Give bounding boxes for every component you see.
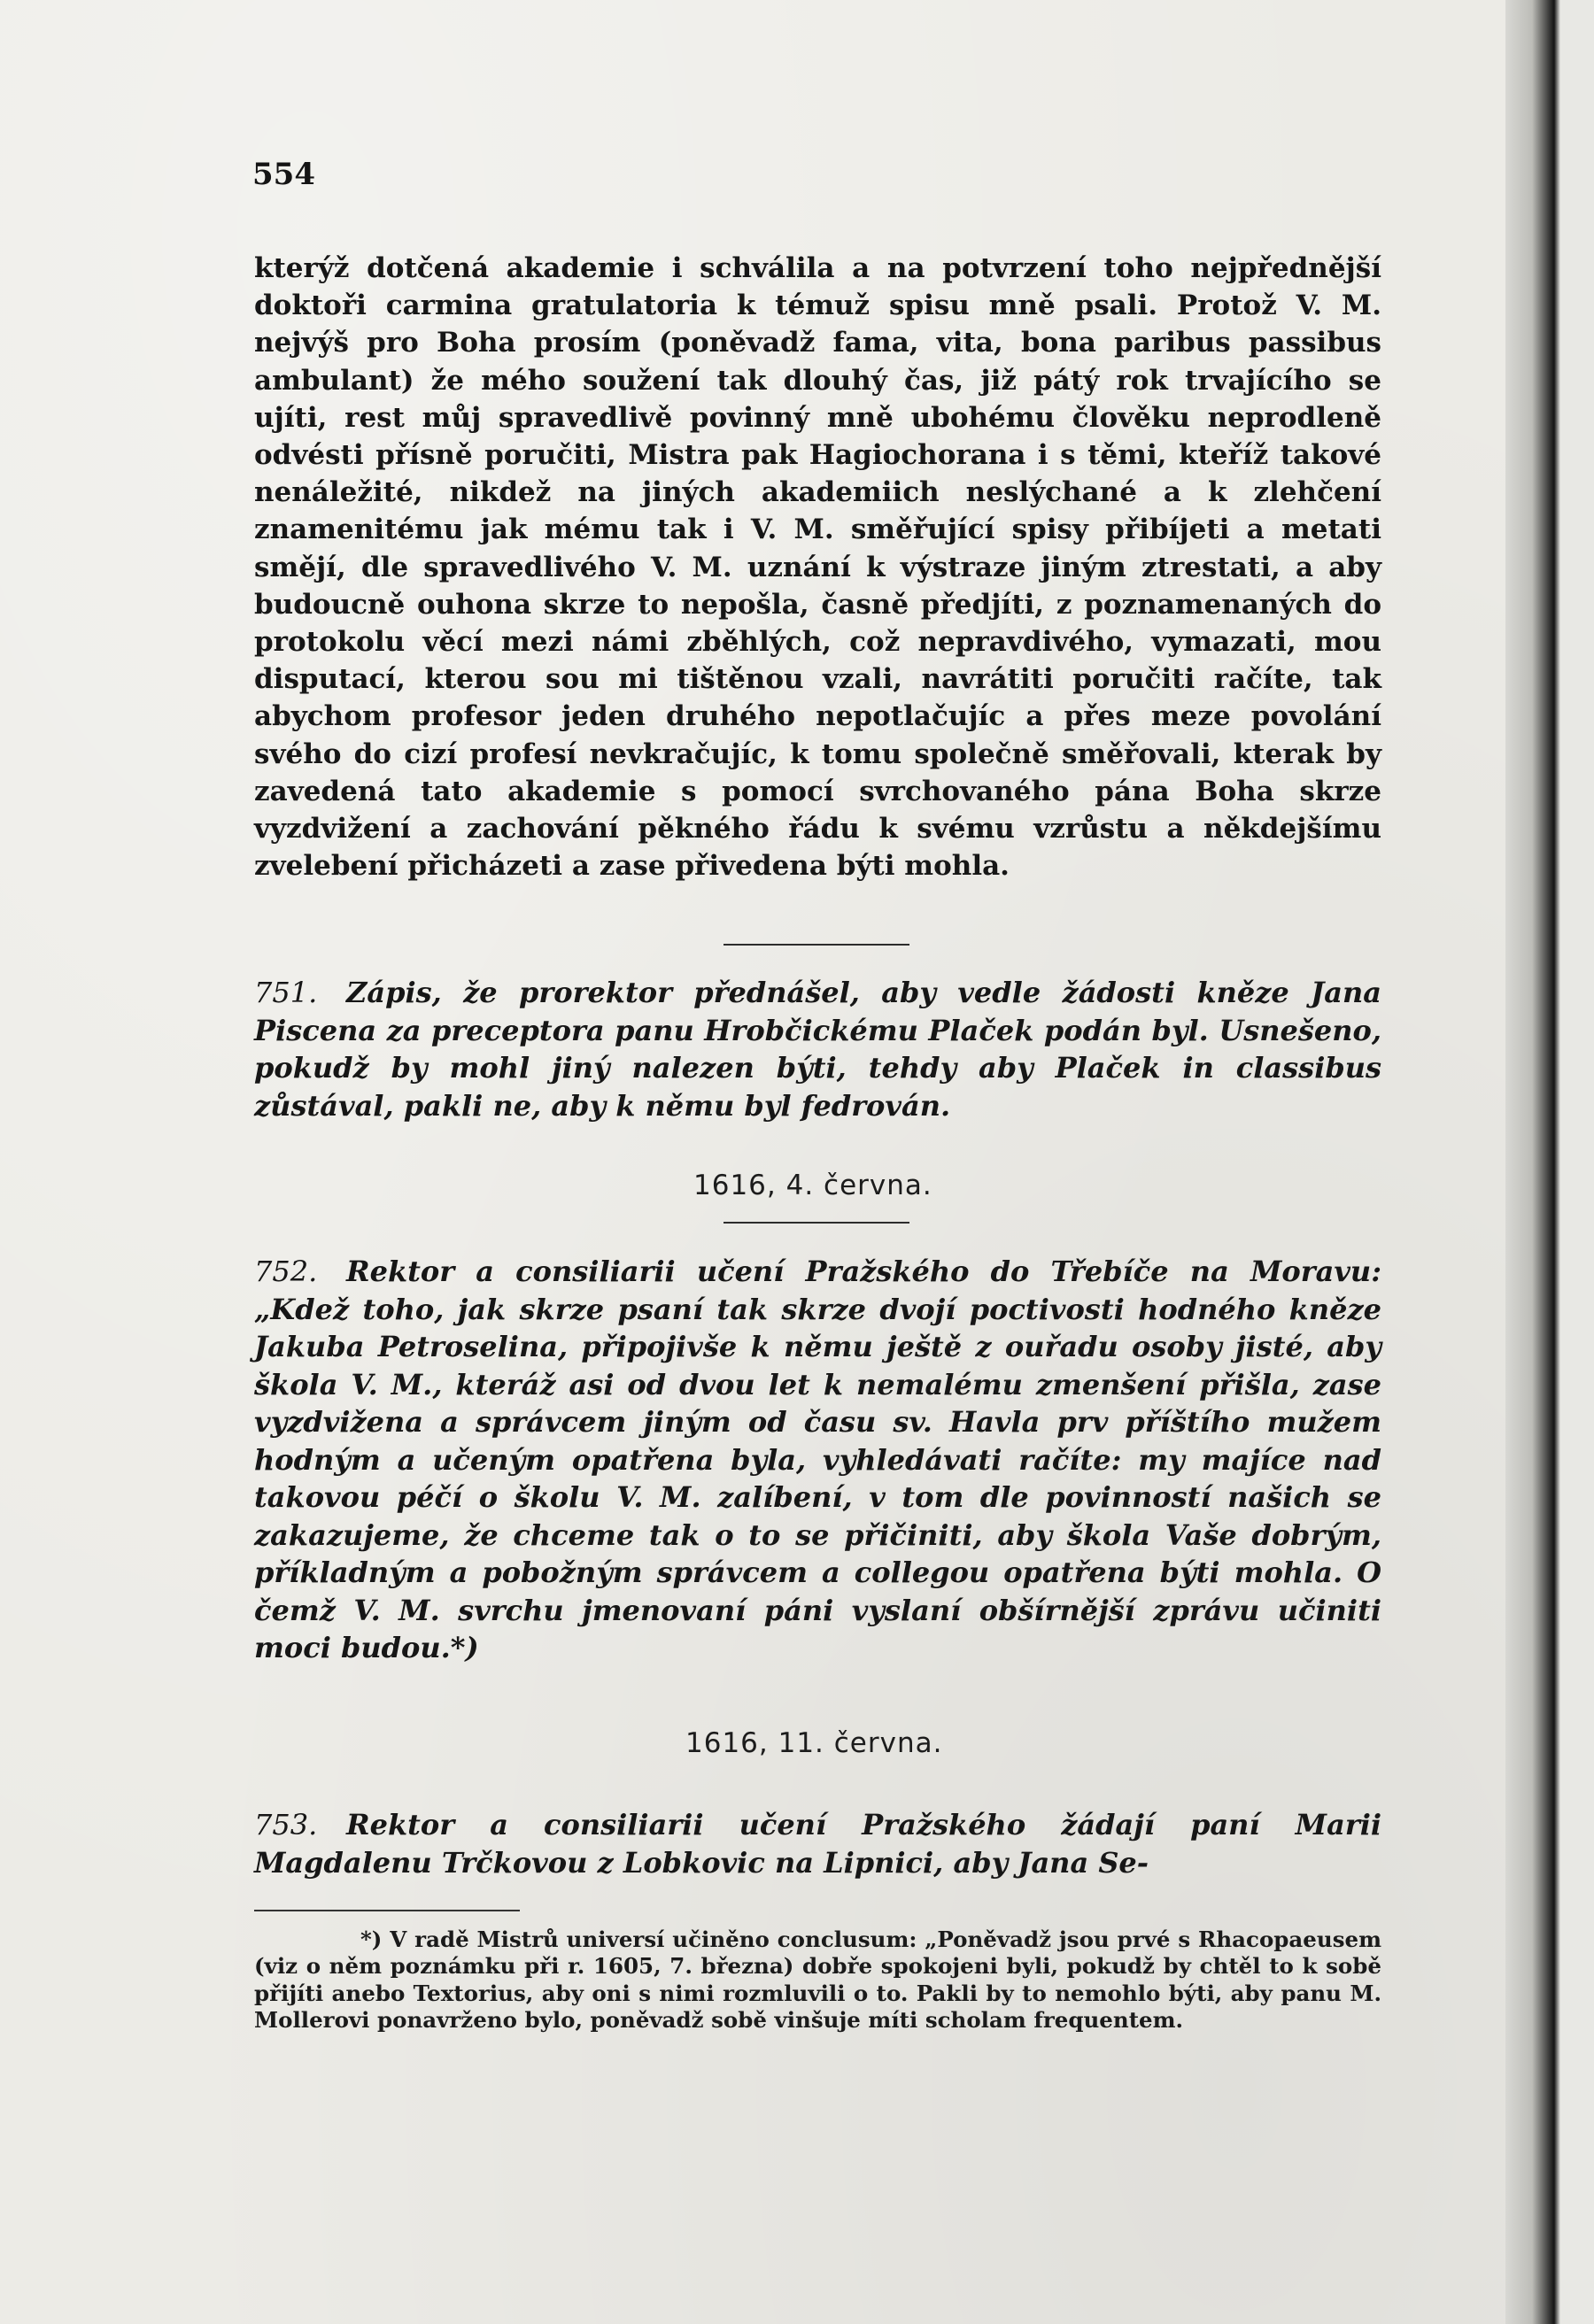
entry-751 — [254, 974, 1381, 1124]
entry-number: 752. — [254, 1255, 318, 1288]
entry-751-body — [254, 974, 1381, 1124]
book-spine-edge — [1505, 0, 1594, 2324]
entry-number: 753. — [254, 1808, 318, 1841]
footnote-text: V radě Mistrů universí učiněno conclusum: „Poněvadž jsou prvé s Rhacopaeusem (viz o něm poznámku při r. 1605, 7. března) dobře spokojeni byli, pokudž by chtěl to k sobě přijíti anebo Textorius, aby oni s nimi rozmluvili o to. Pakli by to nemohlo býti, aby panu M. Mollerovi ponavrženo bylo, poněvadž sobě vinšuje míti scholam frequentem. — [254, 1926, 1382, 2034]
entry-753 — [254, 1806, 1381, 1881]
footnote-marker: *) — [360, 1926, 383, 1952]
footnote — [254, 1926, 1381, 2034]
footnote-rule — [254, 1910, 520, 1911]
entry-number: 751. — [254, 976, 318, 1009]
page-number: 554 — [252, 157, 315, 192]
entry-752 — [254, 1253, 1381, 1667]
entry-751-date: 1616, 4. června. — [693, 1170, 932, 1201]
entry-752-date: 1616, 11. června. — [685, 1727, 943, 1759]
main-paragraph: kterýž dotčená akademie i schválila a na potvrzení toho nejpřednější doktoři carmina gratulatoria k témuž spisu mně psali. Protož V. M. nejvýš pro Boha prosím (poněvadž fama, vita, bona paribus passibus ambulant) že mého soužení tak dlouhý čas, již pátý rok trvajícího se ujíti, rest můj spravedlivě povinný mně ubohému člověku neprodleně odvésti přísně poručiti, Mistra pak Hagiochorana i s těmi, kteříž takové nenáležité, nikdež na jiných akademiich neslýchané a k zlehčení znamenitému jak mému tak i V. M. směřující spisy přibíjeti a metati smějí, dle spravedlivého V. M. uznání k výstraze jiným ztrestati, a aby budoucně ouhona skrze to nepošla, časně předjíti, z poznamenaných do protokolu věcí mezi námi zběhlých, což nepravdivého, vymazati, mou disputací, kterou sou mi tištěnou vzali, navrátiti poručiti račíte, tak abychom profesor jeden druhého nepotlačujíc a přes meze povolání svého do cizí profesí nevkračujíc, k tomu společně směřovali, kterak by zavedená tato akademie s pomocí svrchovaného pána Boha skrze vyzdvižení a zachování pěkného řádu k svému vzrůstu a někdejšímu zvelebení přicházeti a zase přivedena býti mohla. — [254, 252, 1381, 883]
entry-text: Rektor a consiliarii učení Pražského do Třebíče na Moravu: „Kdež toho, jak skrze psaní tak skrze dvojí poctivosti hodného kněze Jakuba Petroselina, připojivše k němu ještě z ouřadu osoby jisté, aby škola V. M., kteráž asi od dvou let k nemalému zmenšení přišla, zase vyzdvižena a správcem jiným od času sv. Havla prv příštího mužem hodným a učeným opatřena byla, vyhledávati račíte: my majíce nad takovou péčí o školu V. M. zalíbení, v tom dle povinností našich se zakazujeme, že chceme tak o to se přičiniti, aby škola Vaše dobrým, příkladným a pobožným správcem a collegou opatřena býti mohla. O čemž V. M. svrchu jmenovaní páni vyslaní obšírnější zprávu učiniti moci budou.*) — [254, 1255, 1381, 1664]
section-separator — [723, 1222, 909, 1224]
entry-753-body — [254, 1806, 1381, 1881]
entry-text: Zápis, že prorektor přednášel, aby vedle žádosti kněze Jana Piscena za preceptora panu Hrobčickému Plaček podán byl. Usnešeno, pokudž by mohl jiný nalezen býti, tehdy aby Plaček in classibus zůstával, pakli ne, aby k němu byl fedrován. — [254, 976, 1381, 1123]
entry-text: Rektor a consiliarii učení Pražského žádají paní Marii Magdalenu Trčkovou z Lobkovic na Lipnici, aby Jana Se- — [254, 1808, 1381, 1880]
section-separator — [723, 944, 909, 946]
entry-752-body — [254, 1253, 1381, 1667]
